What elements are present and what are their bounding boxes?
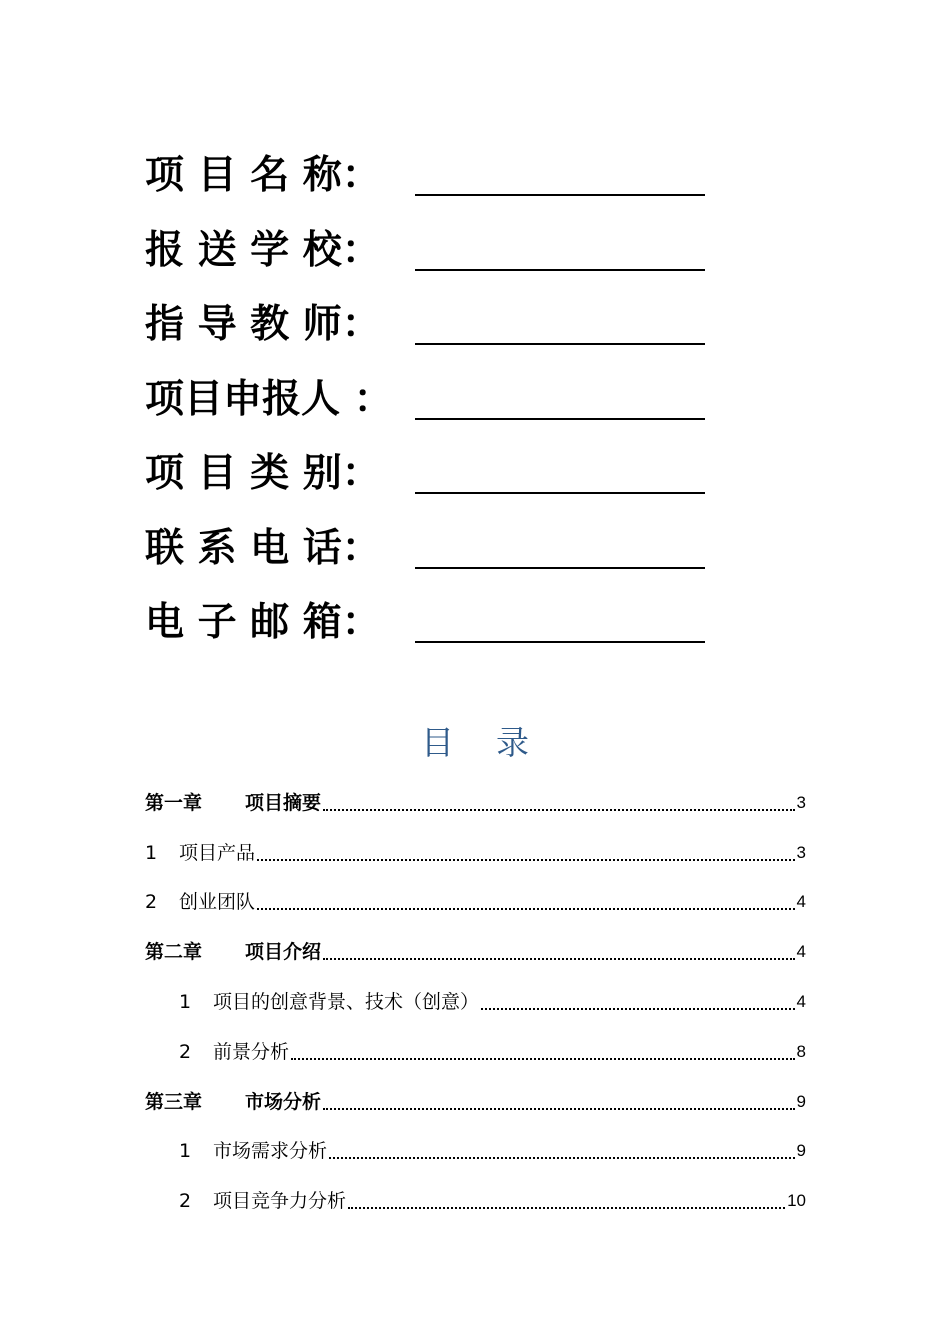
- toc-entry-number: 2: [179, 1190, 192, 1213]
- form-row-school: [145, 221, 745, 296]
- category-label: 项 目 类 别：: [145, 451, 381, 496]
- toc-leader-dots: [291, 1058, 795, 1060]
- toc-leader-dots: [481, 1008, 795, 1010]
- toc-entry-page: 10: [787, 1191, 806, 1211]
- toc-entry-page: 4: [796, 892, 806, 912]
- email-blank: [415, 593, 705, 643]
- cover-form: [145, 146, 745, 668]
- form-row-advisor: [145, 295, 745, 370]
- toc-entry-text: 市场分析: [245, 1090, 322, 1113]
- toc-entry-number: 1: [145, 841, 158, 864]
- toc-entry-text: 前景分析: [213, 1040, 290, 1063]
- toc-entry[interactable]: [145, 1077, 806, 1127]
- toc-leader-dots: [257, 859, 795, 861]
- toc-entry-page: 3: [796, 792, 806, 812]
- toc-title: 目 录: [421, 723, 529, 762]
- toc-entry-number: 第一章: [145, 791, 203, 814]
- toc-entry-page: 4: [796, 942, 806, 962]
- phone-label: 联 系 电 话：: [145, 525, 381, 571]
- toc-entry-text: 项目竞争力分析: [213, 1190, 347, 1213]
- toc-entry-number: 2: [145, 891, 158, 914]
- toc-entry[interactable]: [145, 927, 806, 977]
- toc-leader-dots: [323, 958, 795, 960]
- toc-entry[interactable]: [145, 828, 806, 878]
- toc-entry-number: 1: [179, 991, 192, 1014]
- toc-entry[interactable]: [145, 1176, 806, 1226]
- toc-entry-text: 创业团队: [179, 891, 256, 914]
- toc-entry[interactable]: [145, 1127, 806, 1177]
- toc-entry-number: 第二章: [145, 941, 203, 964]
- form-row-project-name: [145, 146, 745, 221]
- toc-entry-text: 市场需求分析: [213, 1140, 328, 1163]
- advisor-blank: [415, 295, 705, 345]
- toc-entry[interactable]: [145, 878, 806, 928]
- email-label: 电 子 邮 箱：: [145, 600, 381, 645]
- toc-leader-dots: [323, 1108, 795, 1110]
- toc-entry-number: 1: [179, 1140, 192, 1163]
- form-row-email: [145, 593, 745, 668]
- toc-entry-page: 3: [796, 842, 806, 862]
- toc-entry-number: 2: [179, 1040, 192, 1063]
- toc-entry-page: 4: [796, 992, 806, 1012]
- school-label: 报 送 学 校：: [145, 227, 381, 273]
- toc-entry-text: 项目的创意背景、技术（创意）: [213, 991, 480, 1014]
- toc-entry-number: 第三章: [145, 1090, 203, 1113]
- toc-entry[interactable]: [145, 778, 806, 828]
- toc-entry-page: 8: [796, 1041, 806, 1061]
- applicant-label: 项目申报人 ：: [145, 376, 393, 422]
- form-row-category: [145, 444, 745, 519]
- table-of-contents: [145, 778, 806, 1226]
- toc-entry-page: 9: [796, 1141, 806, 1161]
- phone-blank: [415, 519, 705, 569]
- toc-leader-dots: [348, 1207, 785, 1209]
- category-blank: [415, 444, 705, 494]
- toc-leader-dots: [323, 809, 795, 811]
- form-row-phone: [145, 519, 745, 594]
- toc-entry[interactable]: [145, 1027, 806, 1077]
- advisor-label: 指 导 教 师：: [145, 302, 381, 347]
- toc-entry[interactable]: [145, 977, 806, 1027]
- applicant-blank: [415, 370, 705, 420]
- toc-entry-page: 9: [796, 1091, 806, 1111]
- project-name-label: 项 目 名 称：: [145, 153, 381, 198]
- form-row-applicant: [145, 370, 745, 445]
- project-name-blank: [415, 146, 705, 196]
- toc-entry-text: 项目产品: [179, 841, 256, 864]
- school-blank: [415, 221, 705, 271]
- toc-leader-dots: [329, 1157, 795, 1159]
- toc-entry-text: 项目介绍: [245, 941, 322, 964]
- toc-entry-text: 项目摘要: [245, 791, 322, 814]
- toc-leader-dots: [257, 908, 795, 910]
